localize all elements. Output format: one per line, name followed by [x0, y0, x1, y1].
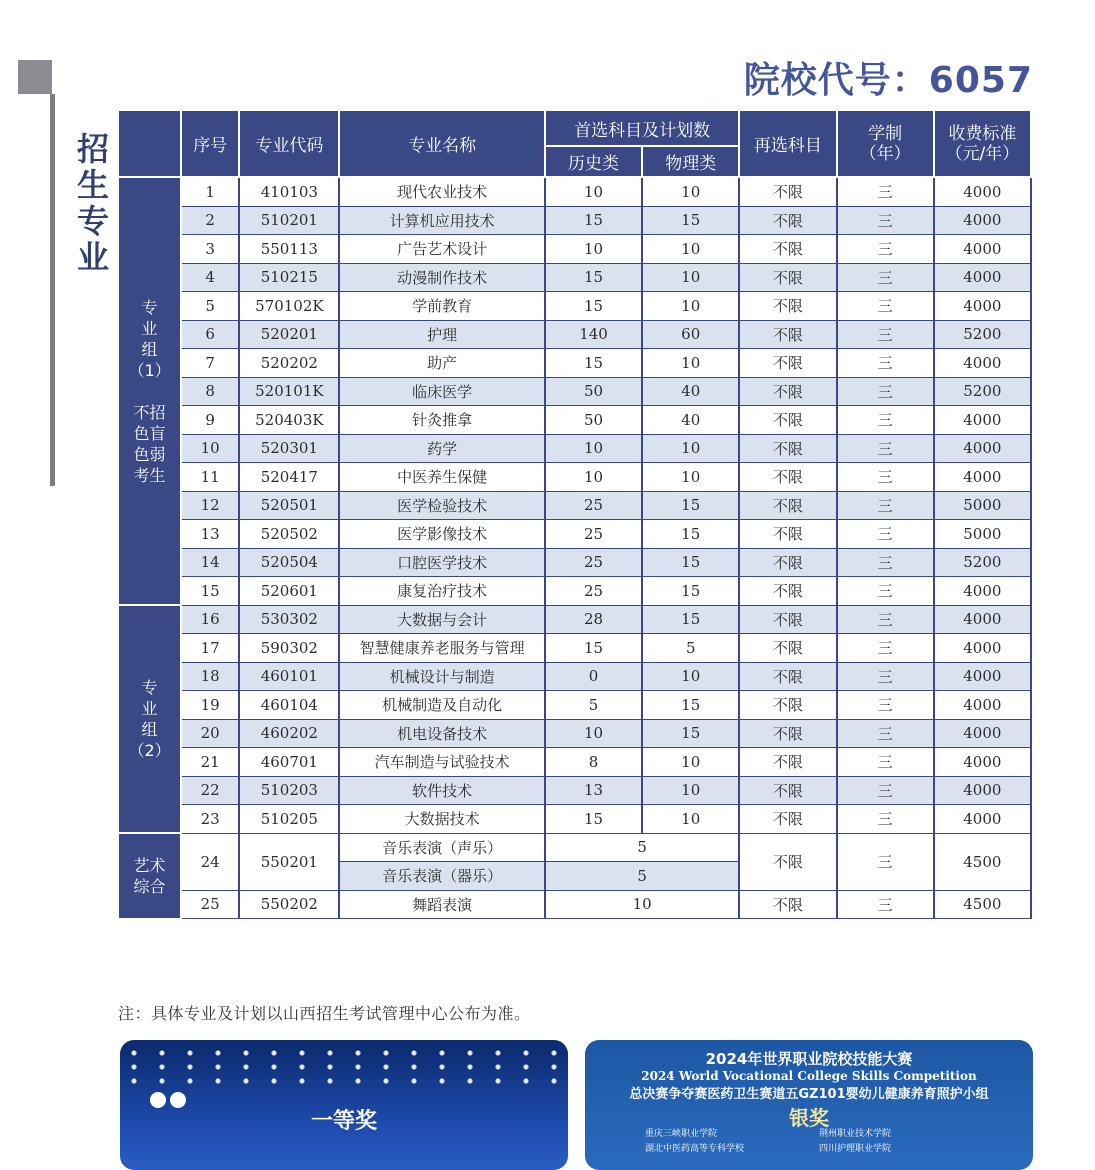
- cell-fee: 5000: [934, 520, 1031, 549]
- table-row: [118, 292, 1031, 321]
- cell-fee: 5000: [934, 491, 1031, 520]
- cell-seq: 4: [181, 263, 239, 292]
- cell-name: 音乐表演（声乐）: [339, 833, 544, 862]
- cell-years: 三: [837, 577, 934, 606]
- cell-code: 550201: [239, 833, 339, 890]
- cell-seq: 18: [181, 662, 239, 691]
- cell-plan: 5: [545, 862, 739, 891]
- cell-years: 三: [837, 605, 934, 634]
- cell-code: 520601: [239, 577, 339, 606]
- cell-history: 10: [545, 719, 642, 748]
- cell-seq: 21: [181, 748, 239, 777]
- cell-history: 0: [545, 662, 642, 691]
- cell-physics: 40: [642, 377, 739, 406]
- cell-years: 三: [837, 235, 934, 264]
- table-row: [118, 320, 1031, 349]
- footnote: 注：具体专业及计划以山西招生考试管理中心公布为准。: [118, 1004, 531, 1023]
- cell-history: 15: [545, 634, 642, 663]
- cell-years: 三: [837, 463, 934, 492]
- cell-name: 学前教育: [339, 292, 544, 321]
- cell-seq: 25: [181, 890, 239, 919]
- header-name: 专业名称: [339, 110, 544, 177]
- cell-code: 510215: [239, 263, 339, 292]
- cell-code: 520417: [239, 463, 339, 492]
- cell-physics: 60: [642, 320, 739, 349]
- cell-fee: 4000: [934, 235, 1031, 264]
- cell-history: 10: [545, 177, 642, 206]
- cell-code: 460202: [239, 719, 339, 748]
- cell-fee: 4000: [934, 748, 1031, 777]
- cell-code: 550202: [239, 890, 339, 919]
- cell-fee: 4000: [934, 263, 1031, 292]
- section-side-label: [18, 60, 110, 430]
- cell-code: 520504: [239, 548, 339, 577]
- table-row: [118, 605, 1031, 634]
- table-row: [118, 691, 1031, 720]
- cell-seq: 6: [181, 320, 239, 349]
- cell-years: 三: [837, 206, 934, 235]
- cell-fee: 5200: [934, 320, 1031, 349]
- cell-fee: 4000: [934, 662, 1031, 691]
- cell-physics: 10: [642, 805, 739, 834]
- cell-fee: 4000: [934, 463, 1031, 492]
- cell-years: 三: [837, 662, 934, 691]
- cell-fee: 4000: [934, 406, 1031, 435]
- table-row: [118, 805, 1031, 834]
- cell-fee: 4000: [934, 177, 1031, 206]
- cell-name: 口腔医学技术: [339, 548, 544, 577]
- header-first-subject: 首选科目及计划数: [545, 110, 739, 146]
- cell-years: 三: [837, 748, 934, 777]
- cell-physics: 10: [642, 263, 739, 292]
- cell-name: 软件技术: [339, 776, 544, 805]
- cell-physics: 5: [642, 634, 739, 663]
- cell-reselect: 不限: [739, 292, 836, 321]
- cell-years: 三: [837, 520, 934, 549]
- cell-fee: 4000: [934, 719, 1031, 748]
- table-row: [118, 206, 1031, 235]
- cell-seq: 24: [181, 833, 239, 890]
- cell-seq: 7: [181, 349, 239, 378]
- cell-seq: 19: [181, 691, 239, 720]
- cell-fee: 4000: [934, 577, 1031, 606]
- cell-seq: 14: [181, 548, 239, 577]
- cell-years: 三: [837, 320, 934, 349]
- cell-history: 15: [545, 292, 642, 321]
- cell-seq: 3: [181, 235, 239, 264]
- cell-years: 三: [837, 377, 934, 406]
- side-bar-decoration: [50, 94, 55, 486]
- cell-name: 汽车制造与试验技术: [339, 748, 544, 777]
- cell-name: 临床医学: [339, 377, 544, 406]
- cell-name: 医学检验技术: [339, 491, 544, 520]
- cell-reselect: 不限: [739, 206, 836, 235]
- cell-code: 520403K: [239, 406, 339, 435]
- cell-years: 三: [837, 292, 934, 321]
- cell-history: 50: [545, 406, 642, 435]
- cell-fee: 4000: [934, 292, 1031, 321]
- cell-seq: 22: [181, 776, 239, 805]
- cell-physics: 10: [642, 177, 739, 206]
- cell-code: 520101K: [239, 377, 339, 406]
- enrollment-table: [117, 109, 1032, 920]
- group-label-3: 艺术 综合: [118, 833, 181, 919]
- cell-seq: 5: [181, 292, 239, 321]
- competition-subtitle: 总决赛争夺赛医药卫生赛道五GZ101婴幼儿健康养育照护小组: [629, 1087, 989, 1102]
- school-list: [645, 1126, 973, 1154]
- cell-seq: 23: [181, 805, 239, 834]
- cell-name: 机械制造及自动化: [339, 691, 544, 720]
- cell-history: 13: [545, 776, 642, 805]
- cell-years: 三: [837, 263, 934, 292]
- cell-reselect: 不限: [739, 320, 836, 349]
- cell-physics: 15: [642, 577, 739, 606]
- cell-reselect: 不限: [739, 349, 836, 378]
- cell-seq: 16: [181, 605, 239, 634]
- cell-fee: 4500: [934, 890, 1031, 919]
- cell-history: 25: [545, 548, 642, 577]
- cell-seq: 20: [181, 719, 239, 748]
- cell-physics: 10: [642, 349, 739, 378]
- table-row: [118, 491, 1031, 520]
- header-fee: 收费标准 （元/年）: [934, 110, 1031, 177]
- cell-code: 520501: [239, 491, 339, 520]
- cell-code: 520201: [239, 320, 339, 349]
- cell-seq: 11: [181, 463, 239, 492]
- cell-reselect: 不限: [739, 890, 836, 919]
- table-row: [118, 377, 1031, 406]
- cell-years: 三: [837, 434, 934, 463]
- cell-physics: 15: [642, 691, 739, 720]
- cell-fee: 4000: [934, 805, 1031, 834]
- cell-fee: 4000: [934, 349, 1031, 378]
- cell-reselect: 不限: [739, 577, 836, 606]
- cell-seq: 17: [181, 634, 239, 663]
- cell-code: 520202: [239, 349, 339, 378]
- cell-physics: 10: [642, 776, 739, 805]
- group-label-1: 专 业 组 （1） 不招 色盲 色弱 考生: [118, 177, 181, 605]
- cell-name: 药学: [339, 434, 544, 463]
- cell-name: 大数据技术: [339, 805, 544, 834]
- cell-history: 25: [545, 520, 642, 549]
- competition-title-cn: 2024年世界职业院校技能大赛: [705, 1050, 913, 1068]
- cell-name: 助产: [339, 349, 544, 378]
- header-seq: 序号: [181, 110, 239, 177]
- cell-physics: 10: [642, 748, 739, 777]
- cell-years: 三: [837, 491, 934, 520]
- cell-name: 动漫制作技术: [339, 263, 544, 292]
- side-block-decoration: [18, 60, 52, 94]
- cell-years: 三: [837, 177, 934, 206]
- cell-name: 现代农业技术: [339, 177, 544, 206]
- cell-plan: 10: [545, 890, 739, 919]
- cell-fee: 4000: [934, 776, 1031, 805]
- table-row: [118, 748, 1031, 777]
- cell-reselect: 不限: [739, 377, 836, 406]
- table-row: [118, 463, 1031, 492]
- cell-physics: 10: [642, 292, 739, 321]
- cell-fee: 4000: [934, 605, 1031, 634]
- cell-code: 510203: [239, 776, 339, 805]
- side-title: 招生专业: [72, 132, 110, 276]
- cell-years: 三: [837, 691, 934, 720]
- stage-lights: [120, 1046, 568, 1086]
- header-code: 专业代码: [239, 110, 339, 177]
- cell-name: 音乐表演（器乐）: [339, 862, 544, 891]
- cell-history: 15: [545, 206, 642, 235]
- cell-code: 530302: [239, 605, 339, 634]
- competition-title-en: 2024 World Vocational College Skills Competition: [641, 1069, 977, 1083]
- cell-reselect: 不限: [739, 548, 836, 577]
- cell-fee: 4000: [934, 691, 1031, 720]
- cell-fee: 4000: [934, 434, 1031, 463]
- header-corner: [118, 110, 181, 177]
- table-row: [118, 833, 1031, 862]
- cell-physics: 10: [642, 662, 739, 691]
- cell-reselect: 不限: [739, 805, 836, 834]
- cell-code: 410103: [239, 177, 339, 206]
- cell-code: 460104: [239, 691, 339, 720]
- cell-years: 三: [837, 805, 934, 834]
- cell-name: 针灸推拿: [339, 406, 544, 435]
- cell-code: 520301: [239, 434, 339, 463]
- cell-reselect: 不限: [739, 748, 836, 777]
- cell-reselect: 不限: [739, 634, 836, 663]
- cell-history: 10: [545, 434, 642, 463]
- cell-years: 三: [837, 890, 934, 919]
- cell-history: 25: [545, 491, 642, 520]
- cell-years: 三: [837, 548, 934, 577]
- cell-reselect: 不限: [739, 235, 836, 264]
- cell-years: 三: [837, 776, 934, 805]
- table-row: [118, 406, 1031, 435]
- cell-years: 三: [837, 634, 934, 663]
- school-item: 荆州职业技术学院: [819, 1129, 892, 1139]
- cell-history: 28: [545, 605, 642, 634]
- cell-years: 三: [837, 349, 934, 378]
- cell-physics: 15: [642, 605, 739, 634]
- header-physics: 物理类: [642, 146, 739, 177]
- cell-history: 15: [545, 263, 642, 292]
- table-row: [118, 662, 1031, 691]
- cell-name: 智慧健康养老服务与管理: [339, 634, 544, 663]
- table-row: [118, 349, 1031, 378]
- cell-fee: 5200: [934, 548, 1031, 577]
- header-years: 学制 （年）: [837, 110, 934, 177]
- school-item: 重庆三峡职业学院: [645, 1129, 718, 1139]
- cell-reselect: 不限: [739, 406, 836, 435]
- school-item: 四川护理职业学院: [819, 1144, 892, 1154]
- cell-history: 8: [545, 748, 642, 777]
- cell-history: 15: [545, 805, 642, 834]
- table-row: [118, 177, 1031, 206]
- table-row: [118, 719, 1031, 748]
- header-history: 历史类: [545, 146, 642, 177]
- cell-physics: 10: [642, 235, 739, 264]
- cell-code: 520502: [239, 520, 339, 549]
- cell-history: 25: [545, 577, 642, 606]
- cell-code: 510201: [239, 206, 339, 235]
- cell-code: 460101: [239, 662, 339, 691]
- cell-name: 中医养生保健: [339, 463, 544, 492]
- table-row: [118, 520, 1031, 549]
- cell-fee: 4000: [934, 634, 1031, 663]
- cell-fee: 4000: [934, 206, 1031, 235]
- cell-reselect: 不限: [739, 177, 836, 206]
- cell-code: 550113: [239, 235, 339, 264]
- cell-reselect: 不限: [739, 833, 836, 890]
- cell-physics: 15: [642, 548, 739, 577]
- cell-fee: 5200: [934, 377, 1031, 406]
- cell-seq: 10: [181, 434, 239, 463]
- table-row: [118, 890, 1031, 919]
- school-code-title: 院校代号：6057: [743, 60, 1033, 101]
- cell-name: 舞蹈表演: [339, 890, 544, 919]
- table-row: [118, 634, 1031, 663]
- cell-reselect: 不限: [739, 776, 836, 805]
- school-item: 湖北中医药高等专科学校: [645, 1144, 745, 1154]
- cell-history: 10: [545, 235, 642, 264]
- table-row: [118, 263, 1031, 292]
- cell-history: 50: [545, 377, 642, 406]
- cell-reselect: 不限: [739, 491, 836, 520]
- table-row: [118, 577, 1031, 606]
- cell-name: 大数据与会计: [339, 605, 544, 634]
- cell-physics: 15: [642, 491, 739, 520]
- cell-name: 医学影像技术: [339, 520, 544, 549]
- cell-seq: 12: [181, 491, 239, 520]
- table-row: [118, 548, 1031, 577]
- cell-reselect: 不限: [739, 263, 836, 292]
- cell-seq: 2: [181, 206, 239, 235]
- cell-code: 590302: [239, 634, 339, 663]
- group-label-2: 专 业 组 （2）: [118, 605, 181, 833]
- cell-history: 10: [545, 463, 642, 492]
- cell-code: 510205: [239, 805, 339, 834]
- cell-physics: 10: [642, 434, 739, 463]
- cell-reselect: 不限: [739, 719, 836, 748]
- cell-code: 460701: [239, 748, 339, 777]
- cell-code: 570102K: [239, 292, 339, 321]
- cell-physics: 40: [642, 406, 739, 435]
- cell-seq: 8: [181, 377, 239, 406]
- header-reselect: 再选科目: [739, 110, 836, 177]
- cell-reselect: 不限: [739, 691, 836, 720]
- cell-reselect: 不限: [739, 520, 836, 549]
- cell-years: 三: [837, 719, 934, 748]
- cell-physics: 15: [642, 206, 739, 235]
- silver-award-label: 银奖: [789, 1106, 829, 1130]
- award-photo-right: [585, 1040, 1033, 1170]
- cell-physics: 15: [642, 520, 739, 549]
- table-row: [118, 776, 1031, 805]
- cell-history: 5: [545, 691, 642, 720]
- table-row: [118, 434, 1031, 463]
- first-prize-label: 一等奖: [310, 1109, 377, 1134]
- cell-reselect: 不限: [739, 434, 836, 463]
- cell-name: 广告艺术设计: [339, 235, 544, 264]
- cell-name: 护理: [339, 320, 544, 349]
- cell-name: 康复治疗技术: [339, 577, 544, 606]
- cell-reselect: 不限: [739, 662, 836, 691]
- cell-name: 计算机应用技术: [339, 206, 544, 235]
- award-photo-left: [120, 1040, 568, 1170]
- cell-name: 机电设备技术: [339, 719, 544, 748]
- cell-seq: 1: [181, 177, 239, 206]
- cell-seq: 15: [181, 577, 239, 606]
- table-row: [118, 235, 1031, 264]
- cell-physics: 15: [642, 719, 739, 748]
- cell-years: 三: [837, 406, 934, 435]
- cell-reselect: 不限: [739, 463, 836, 492]
- cell-fee: 4500: [934, 833, 1031, 890]
- cell-years: 三: [837, 833, 934, 890]
- cell-history: 140: [545, 320, 642, 349]
- cell-seq: 13: [181, 520, 239, 549]
- cell-reselect: 不限: [739, 605, 836, 634]
- cell-physics: 10: [642, 463, 739, 492]
- cell-name: 机械设计与制造: [339, 662, 544, 691]
- cell-plan: 5: [545, 833, 739, 862]
- cell-seq: 9: [181, 406, 239, 435]
- cell-history: 15: [545, 349, 642, 378]
